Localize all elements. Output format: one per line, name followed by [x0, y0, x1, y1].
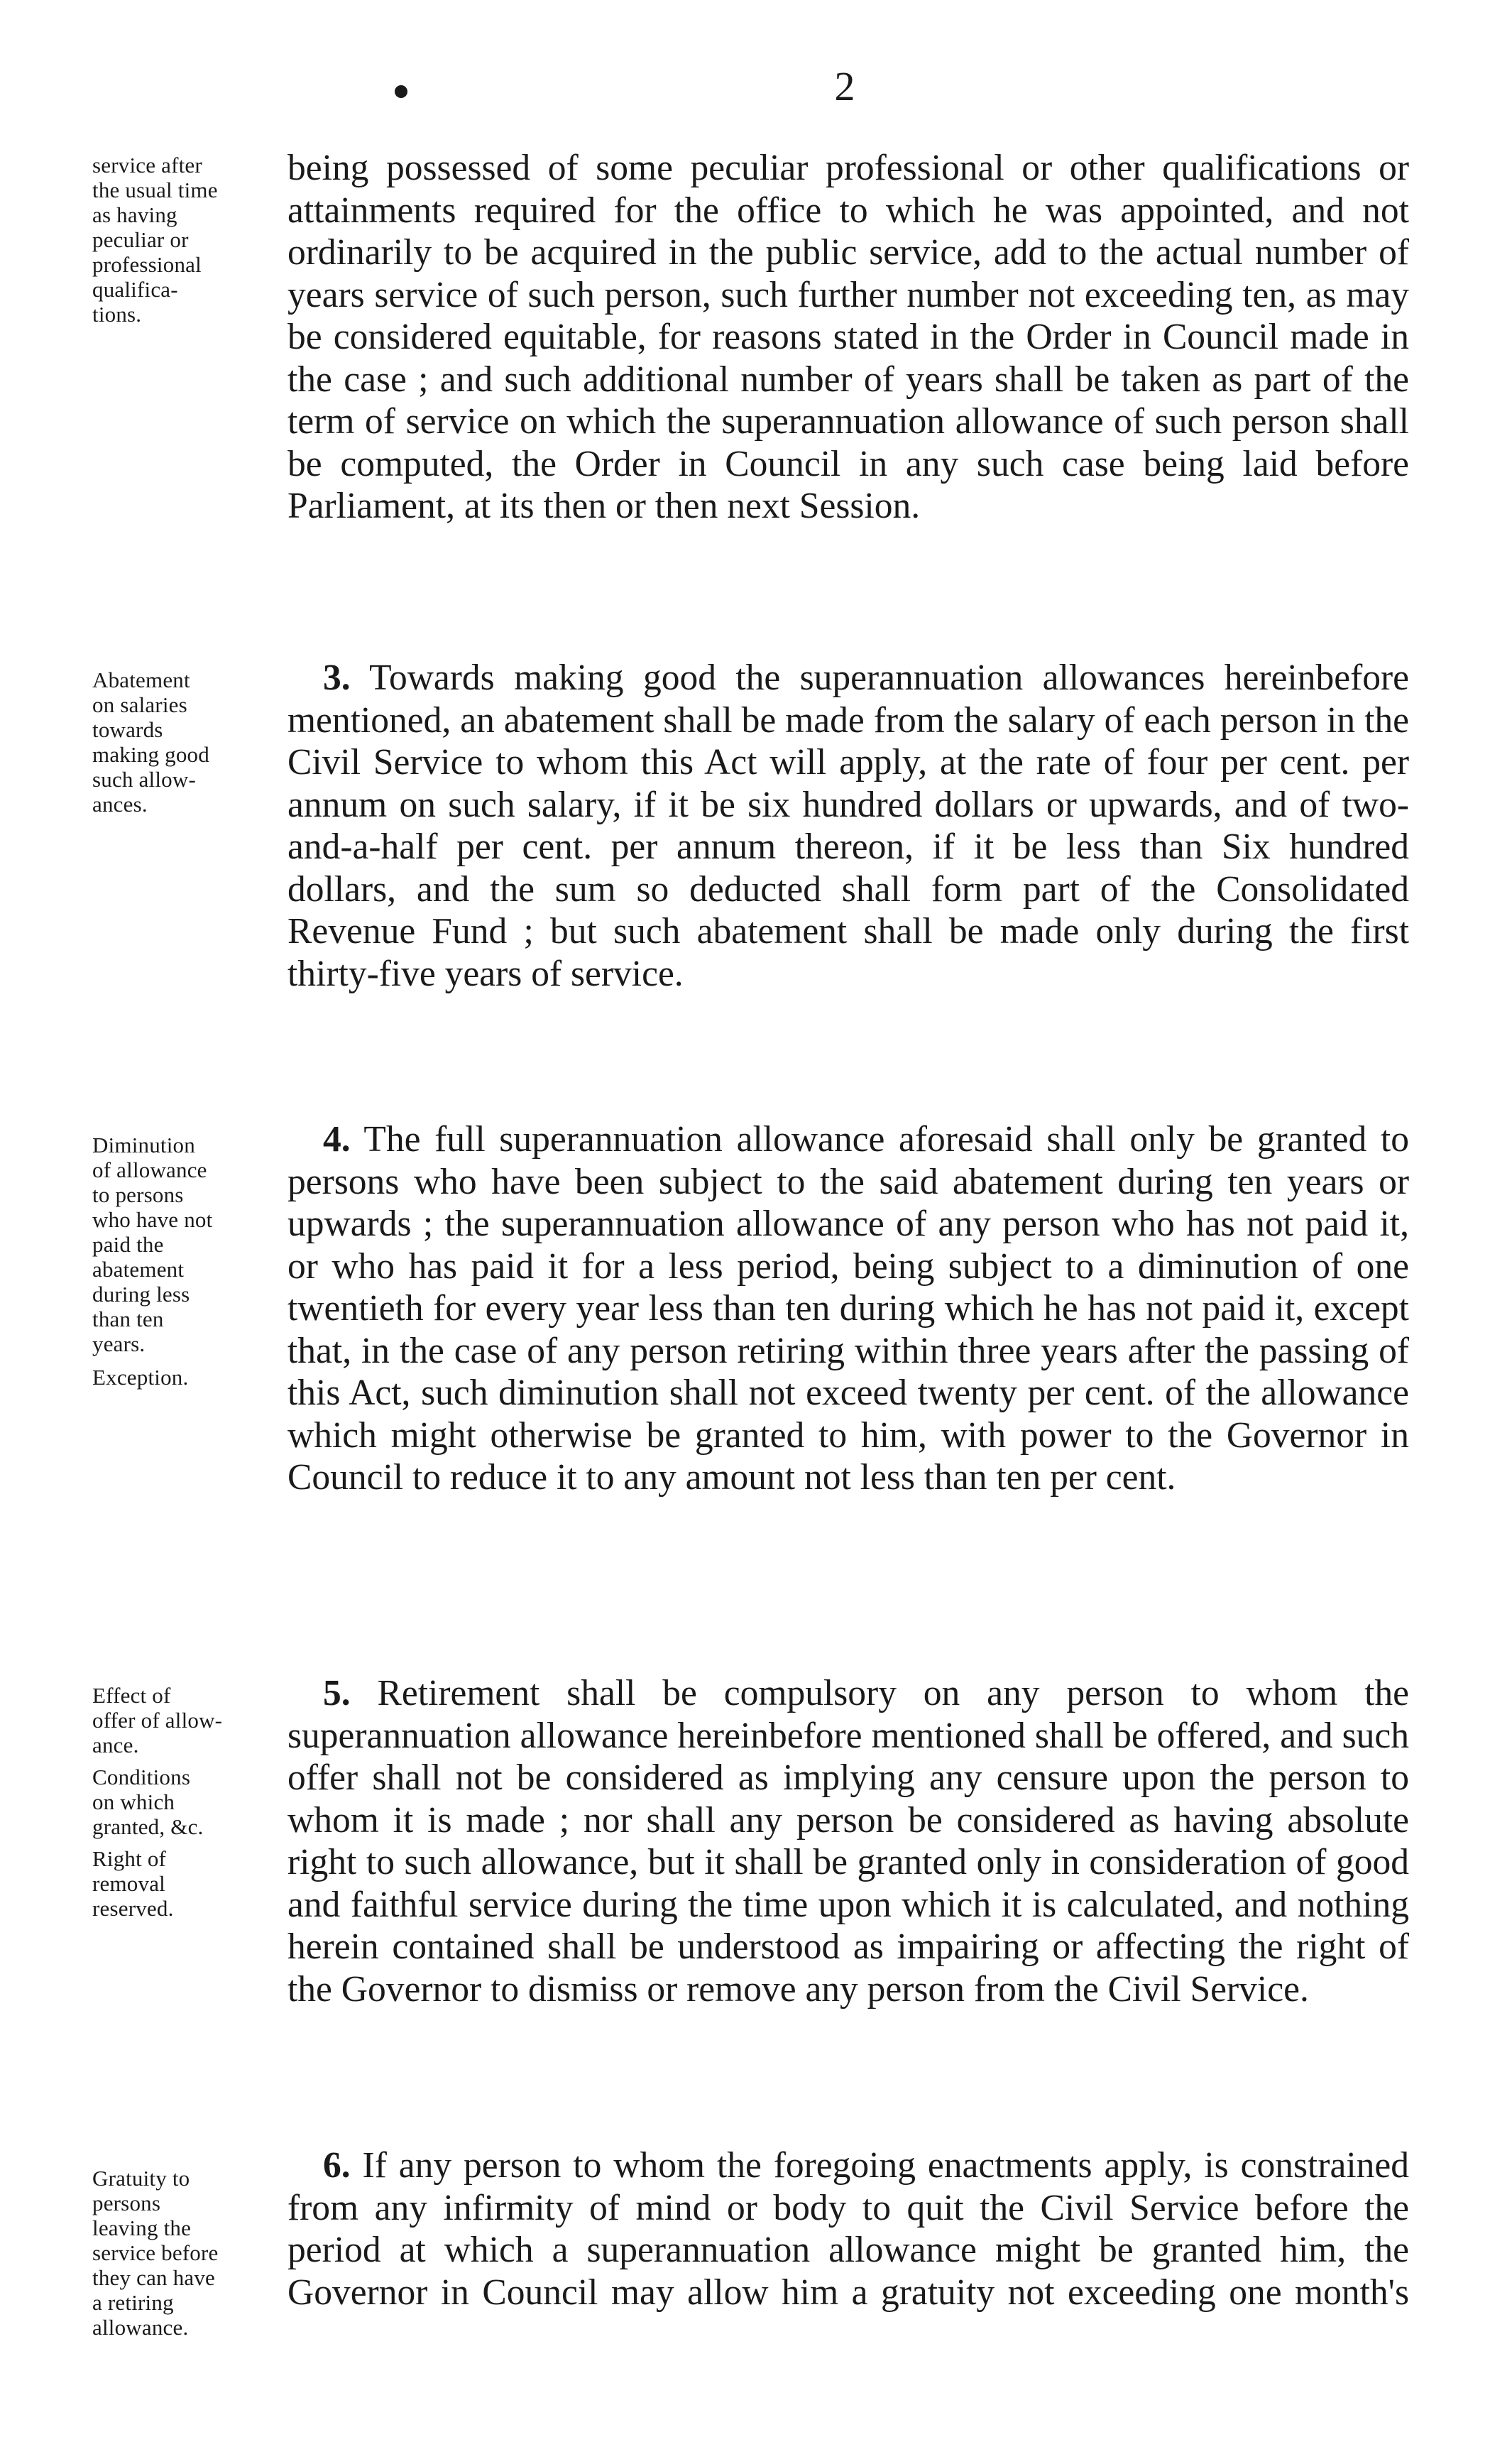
margin-note-line: abatement	[92, 1257, 185, 1282]
margin-note-line: as having	[92, 202, 177, 227]
margin-note-line: they can have	[92, 2265, 216, 2290]
margin-note-line: making good	[92, 742, 209, 767]
section-paragraph	[287, 1118, 1409, 1499]
section-number: 6.	[323, 2145, 351, 2186]
margin-note-line: ances.	[92, 792, 148, 817]
margin-note-line: Exception.	[92, 1365, 189, 1390]
margin-note	[92, 153, 298, 327]
margin-note-line: tions.	[92, 302, 142, 327]
section-number: 4.	[323, 1119, 351, 1160]
margin-note-line: persons	[92, 2191, 161, 2215]
section-body	[287, 1672, 1409, 2010]
section-paragraph: being possessed of some peculiar professional or other qualifications or attainments required for the office to which he was appointed, and not ordinarily to be acquired in the public service, add to the actual number of years service of such person, such further number not exceeding ten, as may be considered equitable, for reasons stated in the Order in Council made in the case ; and such additional number of years shall be taken as part of the term of service on which the superannuation allowance of such person shall be computed, the Order in Council in any such case being laid before Parliament, at its then or then next Session.	[287, 148, 1409, 526]
margin-note-line: service after	[92, 153, 202, 178]
margin-note-line: Right of	[92, 1846, 167, 1871]
margin-note-line: Diminution	[92, 1133, 195, 1157]
margin-note-line: service before	[92, 2240, 219, 2265]
margin-note-line: peculiar or	[92, 227, 189, 252]
margin-note-line: such allow-	[92, 767, 196, 792]
section-number: 5.	[323, 1673, 351, 1713]
margin-note	[92, 2166, 298, 2340]
margin-note-line: years.	[92, 1331, 146, 1356]
printer-dot-mark	[395, 85, 407, 98]
margin-note-line: towards	[92, 717, 163, 742]
margin-note-line: ance.	[92, 1733, 139, 1757]
margin-note-line: on salaries	[92, 692, 187, 717]
page-number: 2	[834, 63, 855, 109]
margin-note-line: Gratuity to	[92, 2166, 190, 2191]
margin-note-line: offer of allow-	[92, 1708, 223, 1733]
margin-note	[92, 1133, 298, 1390]
margin-note-line: leaving the	[92, 2215, 192, 2240]
margin-note-line: the usual time	[92, 178, 218, 202]
section-text: Retirement shall be compulsory on any person to whom the superannuation allowance hereinbefore mentioned shall be offered, and such offer shall not be considered as implying any censure upon the person to whom it is made ; nor shall any person be considered as having absolute right to such allowance, but it shall be granted only in consideration of good and faithful service during the time upon which it is calculated, and nothing herein contained shall be understood as impairing or affecting the right of the Governor to dismiss or remove any person from the Civil Service.	[287, 1673, 1410, 2010]
section-body	[287, 657, 1409, 995]
section-body	[287, 1118, 1409, 1499]
margin-note-line: on which	[92, 1789, 175, 1814]
margin-note-line: Effect of	[92, 1683, 171, 1708]
margin-note-line: during less	[92, 1282, 190, 1307]
margin-note-line: to persons	[92, 1182, 184, 1207]
section-number: 3.	[323, 658, 351, 698]
margin-note-line: than ten	[92, 1307, 164, 1331]
section-text: If any person to whom the foregoing enactments apply, is constrained from any infirmity of mind or body to quit the Civil Service before the period at which a superannuation allowance might be granted him, the Governor in Council may allow him a gratuity not exceeding one month's	[287, 2145, 1409, 2313]
margin-note-line: reserved.	[92, 1896, 174, 1921]
margin-note-line: Conditions	[92, 1765, 191, 1789]
margin-note	[92, 667, 298, 817]
margin-note-line: qualifica-	[92, 277, 178, 302]
margin-note-line: of allowance	[92, 1157, 207, 1182]
margin-note-line: paid the	[92, 1232, 164, 1257]
section-text: Towards making good the superannuation allowances hereinbefore mentioned, an abatement shall be made from the salary of each person in the Civil Service to whom this Act will apply, at the rate of four per cent. per annum on such salary, if it be six hundred dollars or upwards, and of two-and-a-half per cent. per annum thereon, if it be less than Six hundred dollars, and the sum so deducted shall form part of the Consolidated Revenue Fund ; but such abatement shall be made only during the first thirty-five years of service.	[287, 658, 1409, 994]
section-body	[287, 2144, 1409, 2313]
section-text: The full superannuation allowance aforesaid shall only be granted to persons who have been subject to the said abatement during ten years or upwards ; the superannuation allowance of any person who has not paid it, or who has paid it for a less period, being subject to a diminution of one twentieth for every year less than ten during which he has not paid it, except that, in the case of any person retiring within three years after the passing of this Act, such diminution shall not exceed twenty per cent. of the allowance which might otherwise be granted to him, with power to the Governor in Council to reduce it to any amount not less than ten per cent.	[287, 1119, 1409, 1498]
margin-note-line: allowance.	[92, 2315, 189, 2340]
margin-note-line: a retiring	[92, 2290, 174, 2315]
margin-note-line: granted, &c.	[92, 1814, 204, 1839]
section-paragraph	[287, 2144, 1409, 2313]
margin-note-line: removal	[92, 1871, 165, 1896]
section-body	[287, 147, 1409, 528]
margin-note-line: professional	[92, 252, 202, 277]
margin-note-line: who have not	[92, 1207, 213, 1232]
section-paragraph	[287, 1672, 1409, 2010]
margin-note	[92, 1683, 298, 1921]
margin-note-line: Abatement	[92, 667, 190, 692]
section-paragraph	[287, 657, 1409, 995]
